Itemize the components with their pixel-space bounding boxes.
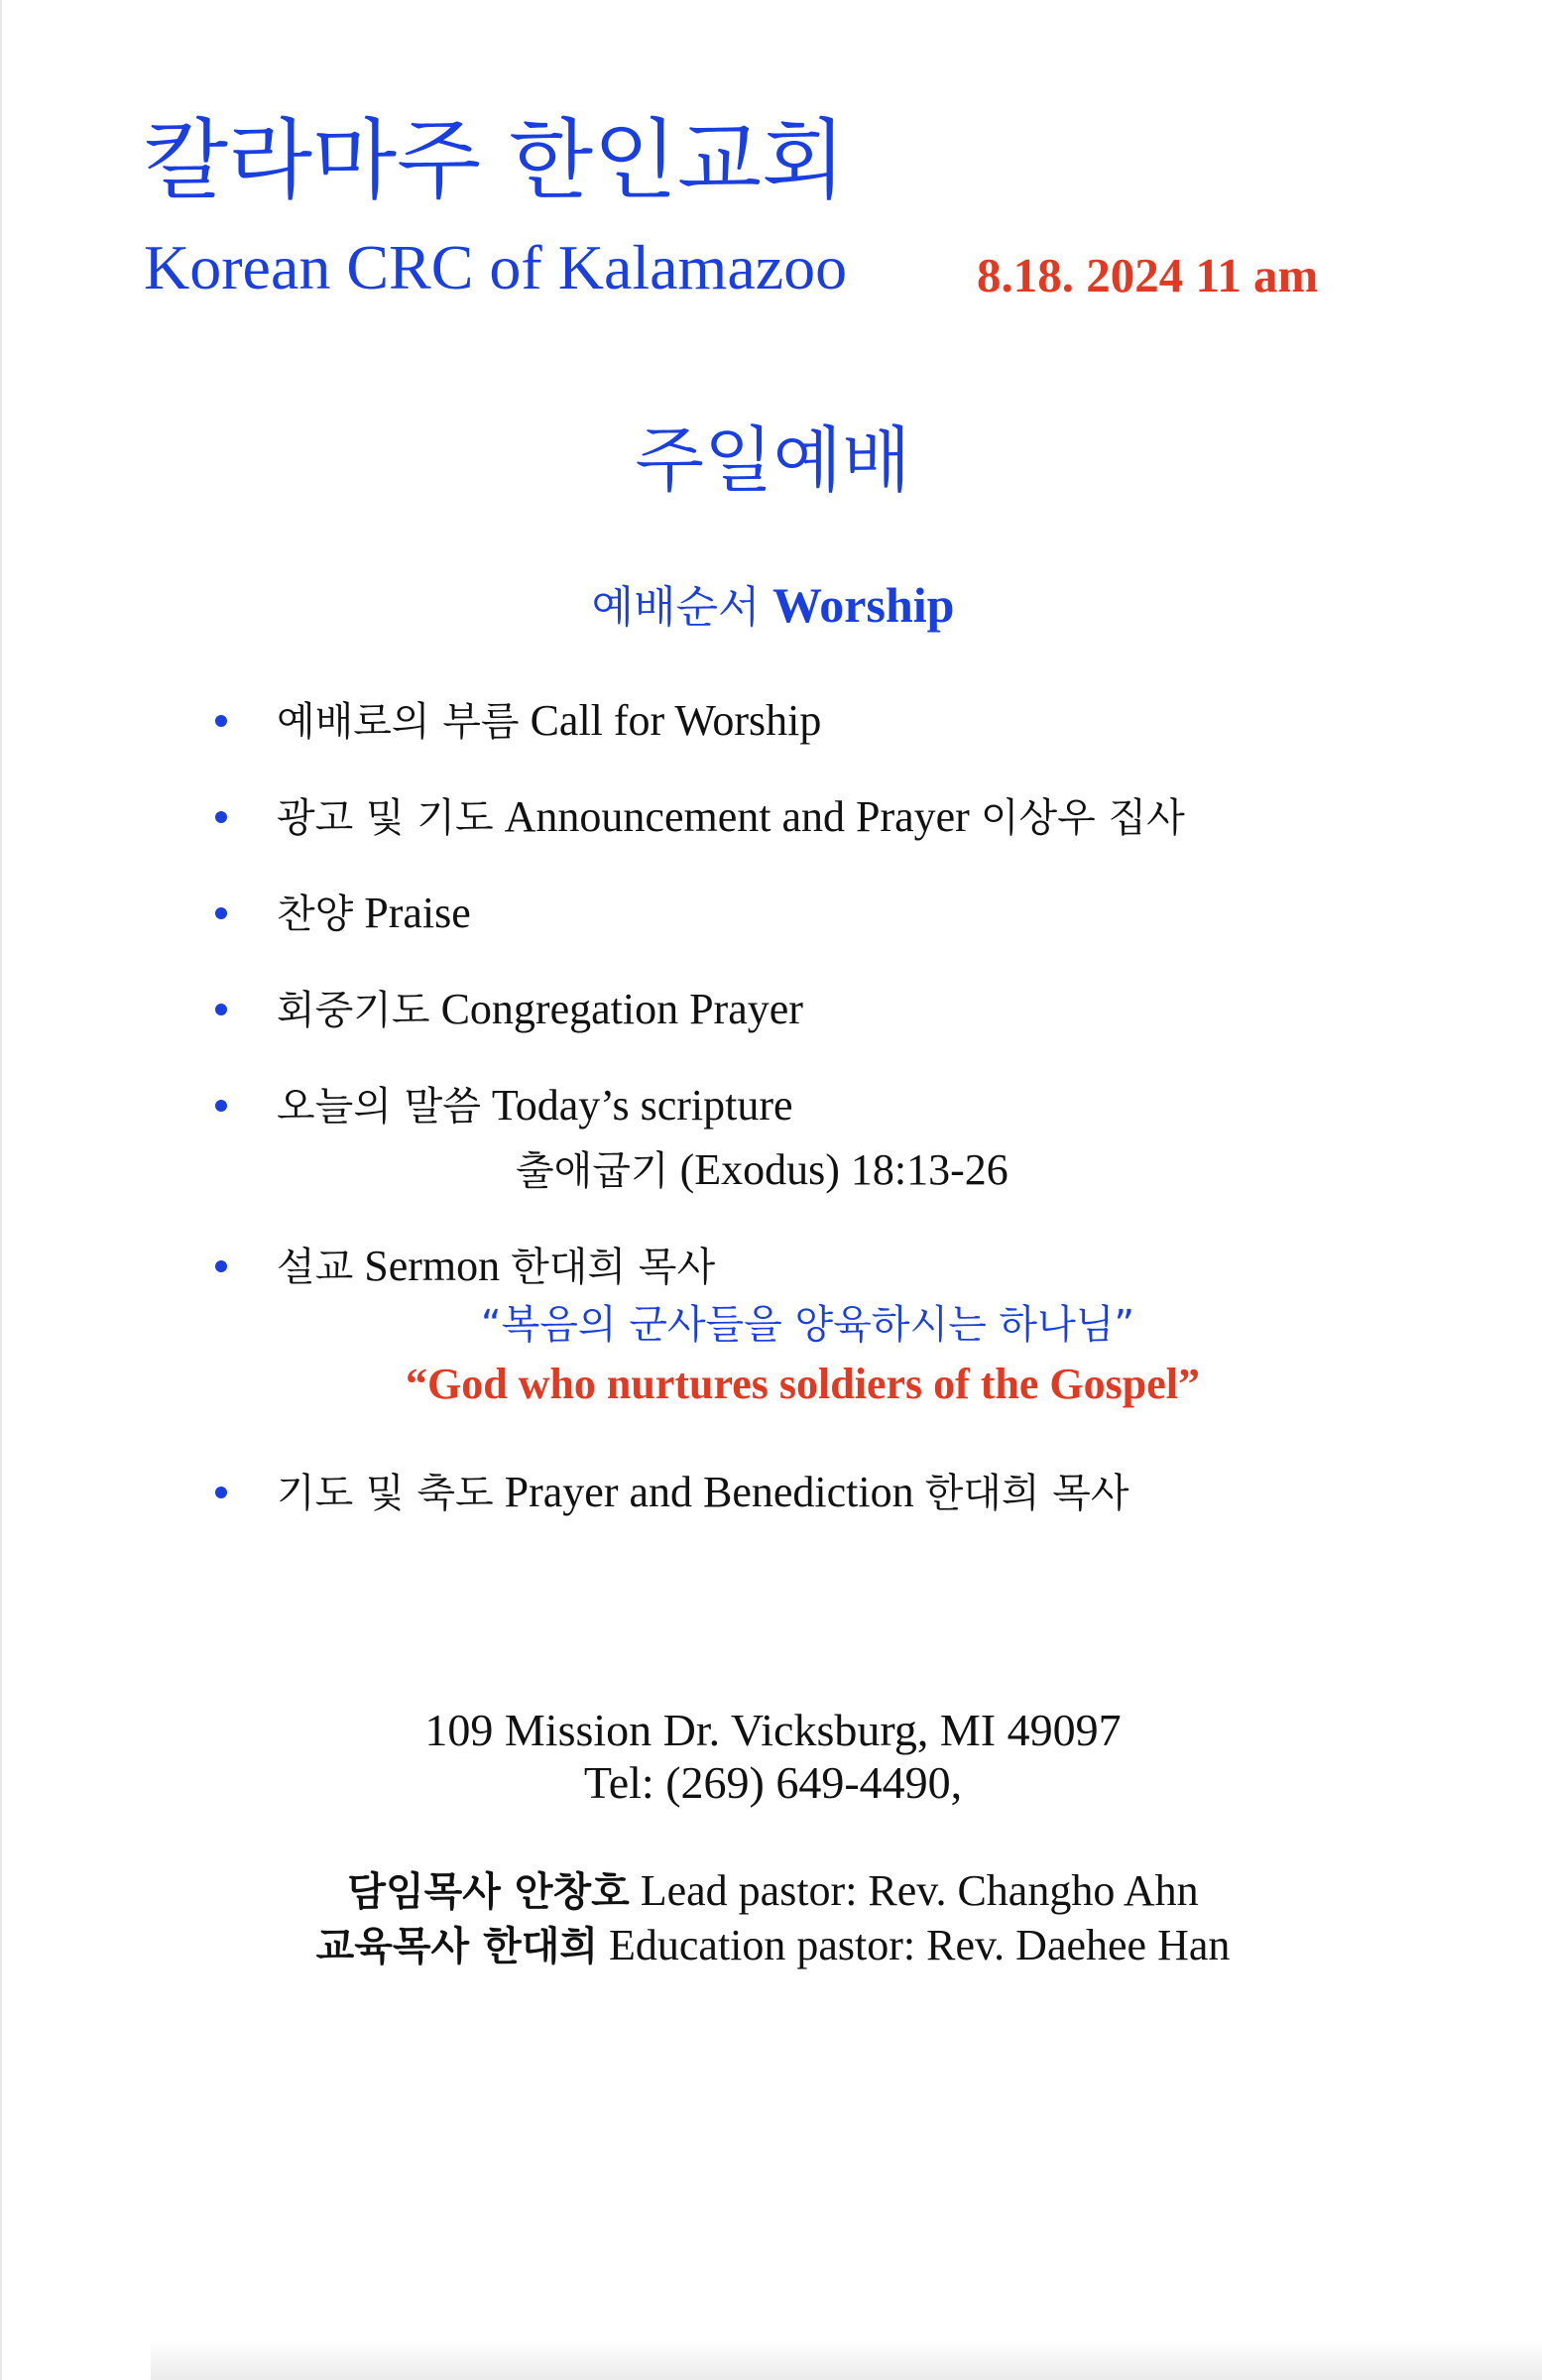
bullet-icon xyxy=(215,1100,227,1112)
item-korean: 오늘의 말씀 xyxy=(277,1084,481,1130)
church-name-korean: 칼라마주 한인교회 xyxy=(144,109,847,211)
item-english: Congregation Prayer xyxy=(440,985,803,1033)
item-english: Sermon xyxy=(364,1242,501,1290)
item-korean: 회중기도 xyxy=(277,988,430,1033)
church-name-english: Korean CRC of Kalamazoo xyxy=(144,232,848,302)
bullet-icon xyxy=(215,811,227,823)
church-phone: Tel: (269) 649-4490, xyxy=(583,1757,963,1808)
sermon-title-korean: “복음의 군사들을 양육하시는 하나님” xyxy=(480,1302,1135,1348)
lead-pastor-english: Lead pastor: Rev. Changho Ahn xyxy=(640,1866,1199,1915)
bullet-icon xyxy=(215,1004,227,1015)
order-item-announcement xyxy=(215,792,1185,841)
order-item-benediction xyxy=(215,1468,1129,1516)
item-english: Prayer and Benediction xyxy=(504,1468,914,1516)
order-heading xyxy=(2,577,1542,633)
bullet-icon xyxy=(215,907,227,919)
service-date: 8.18. 2024 11 am xyxy=(977,248,1319,302)
item-english: Praise xyxy=(364,889,471,937)
item-english: Announcement and Prayer xyxy=(504,792,970,841)
item-korean: 설교 xyxy=(277,1245,354,1290)
item-english: Call for Worship xyxy=(530,696,822,745)
education-pastor-korean: 교육목사 한대희 xyxy=(315,1924,599,1969)
item-english: Today’s scripture xyxy=(491,1081,793,1130)
church-address: 109 Mission Dr. Vicksburg, MI 49097 xyxy=(424,1705,1122,1755)
scripture-reference-english: (Exodus) 18:13-26 xyxy=(679,1145,1008,1194)
item-person: 한대희 목사 xyxy=(511,1245,716,1290)
order-heading-english: Worship xyxy=(772,577,955,633)
item-korean: 찬양 xyxy=(277,892,354,937)
bullet-icon xyxy=(215,1487,227,1498)
item-korean: 광고 및 기도 xyxy=(277,795,494,841)
order-heading-korean: 예배순서 xyxy=(591,582,761,633)
order-item-call xyxy=(215,696,822,745)
scripture-reference xyxy=(516,1145,1008,1194)
item-person: 이상우 집사 xyxy=(980,795,1185,841)
item-person: 한대희 목사 xyxy=(924,1471,1129,1516)
service-title: 주일예배 xyxy=(635,418,911,502)
bullet-icon xyxy=(215,1260,227,1272)
order-item-congregation-prayer xyxy=(215,985,803,1033)
lead-pastor-korean: 담임목사 안창호 xyxy=(347,1869,630,1915)
bullet-icon xyxy=(215,715,227,727)
sermon-title-english: “God who nurtures soldiers of the Gospel” xyxy=(405,1360,1201,1408)
order-item-scripture xyxy=(215,1081,793,1130)
education-pastor xyxy=(2,1921,1542,1969)
item-korean: 기도 및 축도 xyxy=(277,1471,494,1516)
scripture-reference-korean: 출애굽기 xyxy=(516,1148,669,1194)
page-bottom-shadow xyxy=(151,2340,1542,2380)
order-item-praise xyxy=(215,889,471,937)
education-pastor-english: Education pastor: Rev. Daehee Han xyxy=(609,1921,1231,1969)
lead-pastor xyxy=(2,1866,1542,1915)
item-korean: 예배로의 부름 xyxy=(277,699,520,745)
order-item-sermon xyxy=(215,1242,716,1290)
